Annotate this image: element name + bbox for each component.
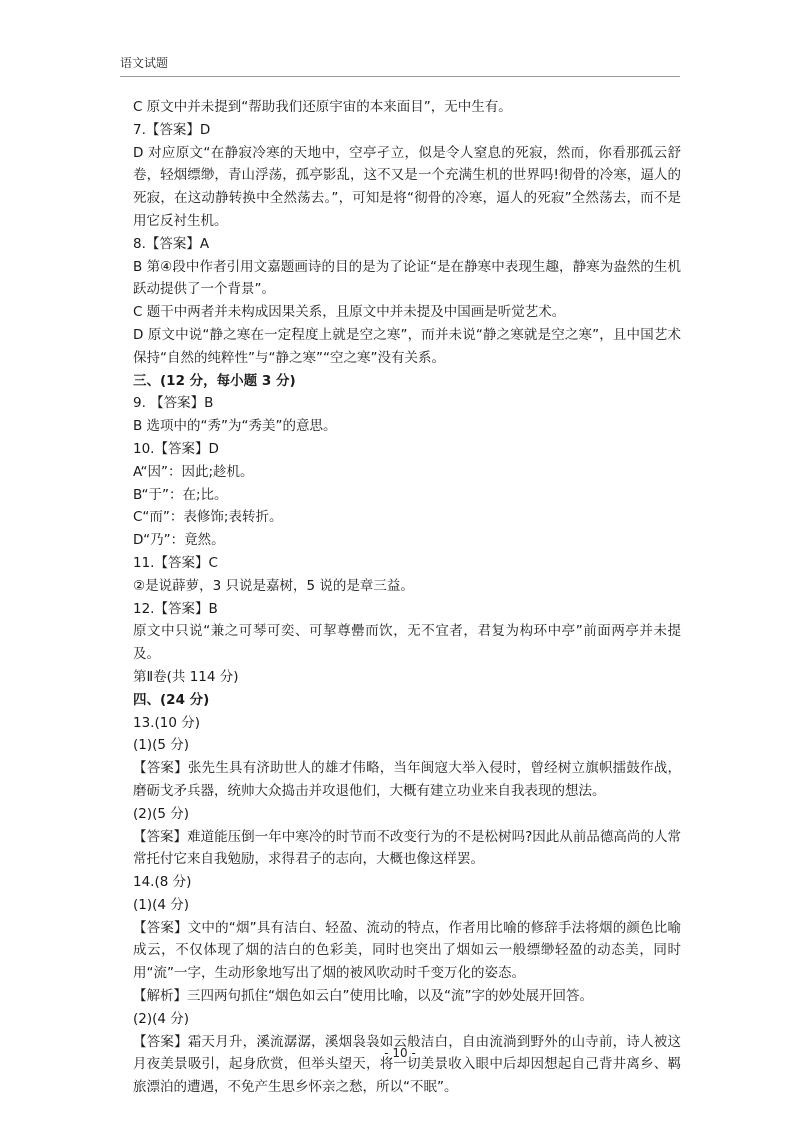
text-line: C“而”：表修饰;表转折。	[133, 509, 283, 526]
text-line: A“因”：因此;趁机。	[133, 463, 254, 480]
question-heading: 13.(10 分)	[133, 714, 200, 731]
answer-heading: 12.【答案】B	[133, 600, 218, 617]
header-divider	[120, 76, 680, 77]
text-line: D“乃”：竟然。	[133, 532, 225, 549]
text-paragraph: D 对应原文“在静寂冷寒的天地中，空亭孑立，似是令人窒息的死寂，然而，你看那孤云舒卷，轻烟缥缈，青山浮荡，孤亭影乱，这不又是一个充满生机的世界吗!彻骨的冷寒，逼人的死寂，在这动静转换中全然荡去。”，可知是将“彻骨的冷寒，逼人的死寂”全然荡去，而不是用它反衬生机。	[133, 144, 681, 229]
answer-heading: 9. 【答案】B	[133, 395, 214, 412]
text-line: C 原文中并未提到“帮助我们还原宇宙的本来面目”，无中生有。	[133, 99, 512, 115]
question-heading: 14.(8 分)	[133, 874, 192, 891]
part-heading: 第Ⅱ卷(共 114 分)	[133, 668, 239, 685]
text-paragraph: 原文中只说“兼之可琴可奕、可挈尊罍而饮，无不宜者，君复为构环中亭”前面两亭并未提及。	[133, 623, 681, 663]
answer-heading: 8.【答案】A	[133, 235, 210, 252]
text-line: ②是说薜萝，3 只说是嘉树，5 说的是章三益。	[133, 577, 414, 594]
text-paragraph: 【答案】文中的“烟”具有洁白、轻盈、流动的特点，作者用比喻的修辞手法将烟的颜色比喻成云，不仅体现了烟的洁白的色彩美，同时也突出了烟如云一般缥缈轻盈的动态美，同时用“流”一字，生动形象地写出了烟的被风吹动时千变万化的姿态。	[133, 919, 681, 982]
page-header-title: 语文试题	[120, 56, 169, 70]
subquestion-heading: (1)(4 分)	[133, 896, 190, 913]
subquestion-heading: (2)(5 分)	[133, 805, 190, 822]
text-paragraph: 【答案】难道能压倒一年中寒冷的时节而不改变行为的不是松树吗?因此从前品德高尚的人常常托付它来自我勉励，求得君子的志向，大概也像这样罢。	[133, 828, 681, 868]
text-paragraph: B 第④段中作者引用文嘉题画诗的目的是为了论证“是在静寒中表现生趣，静寒为盎然的生机跃动提供了一个背景”。	[133, 258, 681, 298]
text-line: B 选项中的“秀”为“秀美”的意思。	[133, 418, 337, 435]
text-line: C 题干中两者并未构成因果关系，且原文中并未提及中国画是听觉艺术。	[133, 304, 566, 321]
answer-heading: 7.【答案】D	[133, 121, 211, 138]
answer-heading: 11.【答案】C	[133, 554, 218, 571]
subquestion-heading: (2)(4 分)	[133, 1010, 190, 1027]
document-body	[133, 96, 681, 1099]
section-heading: 四、(24 分)	[133, 691, 210, 708]
answer-heading: 10.【答案】D	[133, 440, 219, 457]
section-heading: 三、(12 分，每小题 3 分)	[133, 372, 296, 389]
text-line: 【解析】三四两句抓住“烟色如云白”使用比喻，以及“流”字的妙处展开回答。	[133, 988, 593, 1005]
text-line: B“于”：在;比。	[133, 486, 228, 503]
text-paragraph: 【答案】霜天月升，溪流潺潺，溪烟袅袅如云般洁白，自由流淌到野外的山寺前，诗人被这月夜美景吸引，起身欣赏，但举头望天，将一切美景收入眼中后却因想起自己背井离乡、羁旅漂泊的遭遇，不免产生思乡怀亲之愁，所以“不眠”。	[133, 1033, 681, 1096]
text-paragraph: D 原文中说“静之寒在一定程度上就是空之寒”，而并未说“静之寒就是空之寒”，且中国艺术保持“自然的纯粹性”与“静之寒”“空之寒”没有关系。	[133, 326, 681, 366]
text-paragraph: 【答案】张先生具有济助世人的雄才伟略，当年闽寇大举入侵时，曾经树立旗帜擂鼓作战，磨砺戈矛兵器，统帅大众捣击并攻退他们，大概有建立功业来自我表现的想法。	[133, 760, 681, 799]
page-number: - 10 -	[384, 1046, 416, 1060]
subquestion-heading: (1)(5 分)	[133, 737, 190, 754]
